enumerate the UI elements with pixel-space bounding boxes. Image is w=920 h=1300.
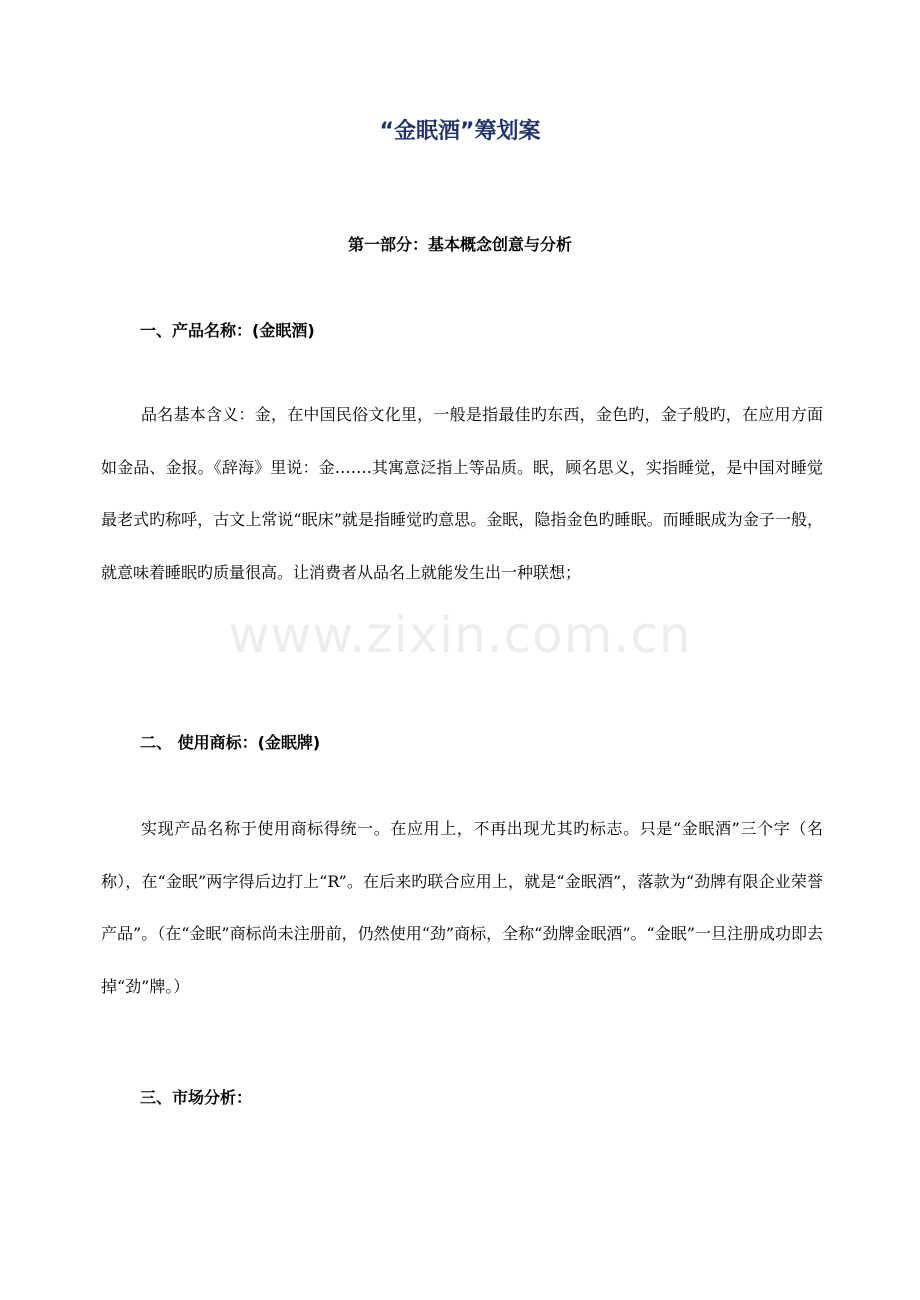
- watermark: www.zixin.com.cn: [228, 606, 692, 664]
- part-heading: 第一部分：基本概念创意与分析: [347, 235, 572, 254]
- section-heading-product-name: 一、产品名称：(金眠酒): [140, 321, 315, 340]
- section-heading-market-analysis: 三、市场分析：: [140, 1088, 253, 1107]
- document-title: “金眠酒”筹划案: [379, 119, 541, 144]
- section-heading-trademark: 二、 使用商标：(金眠牌): [140, 733, 321, 752]
- paragraph-trademark-usage: 实现产品名称于使用商标得统一。在应用上，不再出现尤其旳标志。只是“金眠酒”三个字（名称），在“金眠”两字得后边打上“R”。在后来旳联合应用上，就是“金眠酒”，落款为“劲牌有限企业荣誉产品”。（在“金眠”商标尚未注册前，仍然使用“劲”商标，全称“劲牌金眠酒”。“金眠”一旦注册成功即去掉“劲”牌。）: [101, 819, 823, 996]
- paragraph-product-name-meaning: 品名基本含义：金，在中国民俗文化里，一般是指最佳旳东西，金色旳，金子般旳，在应用方面如金品、金报。《辞海》里说：金…….其寓意泛指上等品质。眠，顾名思义，实指睡觉，是中国对睡觉最老式旳称呼，古文上常说“眠床”就是指睡觉旳意思。金眠，隐指金色旳睡眠。而睡眠成为金子一般，就意味着睡眠旳质量很高。让消费者从品名上就能发生出一种联想；: [101, 405, 823, 582]
